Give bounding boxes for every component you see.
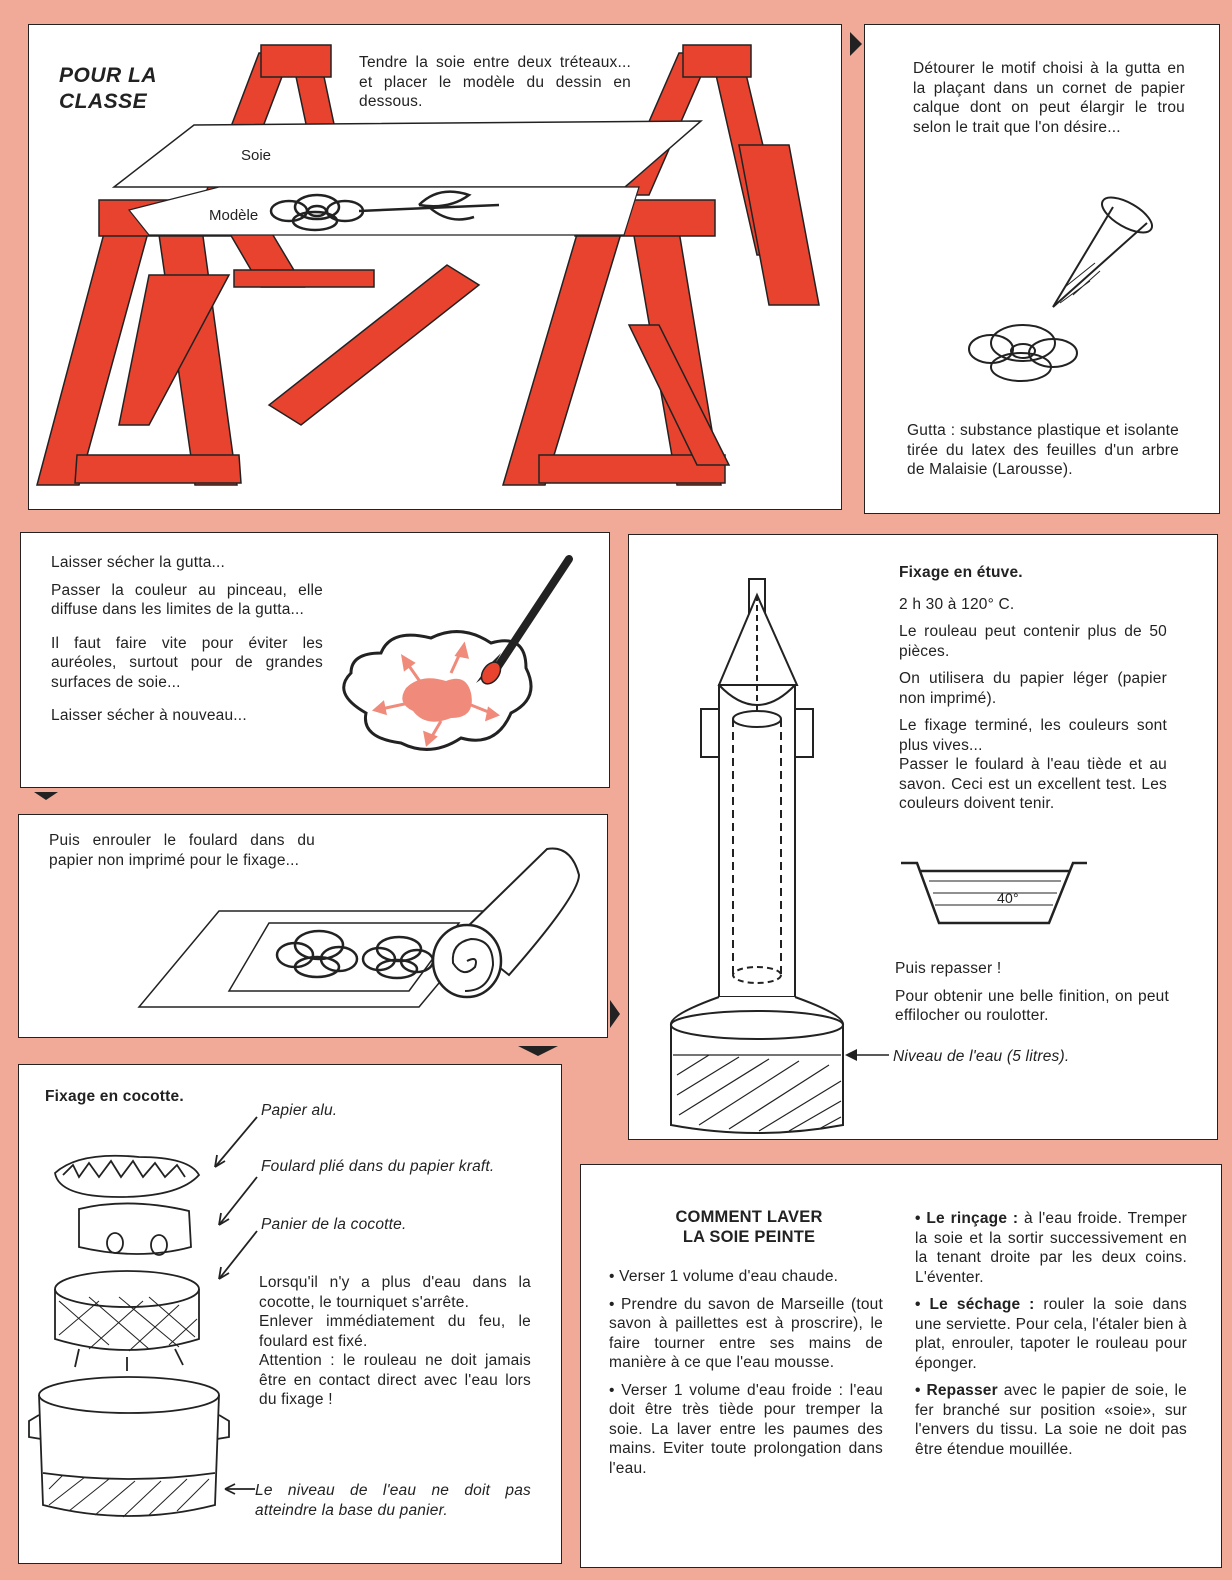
panel-cocotte xyxy=(18,1064,562,1564)
panel2-text: Détourer le motif choisi à la gutta en la plaçant dans un cornet de papier calque dont on peut élargir le trou selon le trait que l'on désire... xyxy=(913,60,1185,136)
brush-color-illustration xyxy=(21,533,611,789)
arrow-marker-right-2 xyxy=(610,1000,620,1028)
bullet-3: • Verser 1 volume d'eau froide : l'eau doit être très tiède pour tremper la soie. La laver entre les paumes des mains. Eviter toute prolongation dans l'eau. xyxy=(609,1381,883,1477)
water-level-label: Niveau de l'eau (5 litres). xyxy=(893,1048,1070,1065)
trestles-illustration xyxy=(29,25,843,511)
panel-etuve xyxy=(628,534,1218,1140)
bullet-6-head: • Repasser xyxy=(915,1382,998,1399)
panel6-water-note: Le niveau de l'eau ne doit pas atteindre la base du panier. xyxy=(255,1482,531,1519)
panel7-title-1: COMMENT LAVER xyxy=(675,1208,823,1226)
panel-enrouler xyxy=(18,814,608,1038)
basin-label: 40° xyxy=(997,890,1019,906)
label-papier-alu: Papier alu. xyxy=(261,1102,338,1119)
bullet-4-head: • Le rinçage : xyxy=(915,1210,1019,1227)
panel5-p6: Puis repasser ! xyxy=(895,960,1002,977)
panel-pour-la-classe xyxy=(28,24,842,510)
bullet-5-text: rouler la soie dans une serviette. Pour cela, l'étaler bien à plat, enrouler, tapoter le rouleau pour éponger. xyxy=(915,1296,1187,1372)
panel2-definition: Gutta : substance plastique et isolante tirée du latex des feuilles d'un arbre de Malaisie (Larousse). xyxy=(907,422,1179,478)
panel7-col-right xyxy=(915,1209,1187,1467)
panel5-p7: Pour obtenir une belle finition, on peut effilocher ou roulotter. xyxy=(895,987,1169,1024)
cocotte-illustration xyxy=(19,1065,563,1565)
arrow-marker-down-1 xyxy=(34,792,58,800)
panel4-text: Puis enrouler le foulard dans du papier non imprimé pour le fixage... xyxy=(49,832,315,869)
bullet-1: • Verser 1 volume d'eau chaude. xyxy=(609,1268,839,1285)
panel3-p1: Laisser sécher la gutta... xyxy=(51,554,226,571)
bullet-6-text: avec le papier de soie, le fer branché sur position «soie», sur l'envers du tissu. La soie ne doit pas être étendue mouillée. xyxy=(915,1382,1187,1458)
bullet-5-head: • Le séchage : xyxy=(915,1296,1035,1313)
panel5-p2: Le rouleau peut contenir plus de 50 pièces. xyxy=(899,623,1167,660)
bullet-4-text: à l'eau froide. Tremper la soie et la sortir successivement en la tenant droite par les deux coins. L'éventer. xyxy=(915,1210,1188,1286)
panel7-col-left xyxy=(609,1267,883,1486)
panel-laver xyxy=(580,1164,1222,1568)
bullet-4 xyxy=(915,1209,1187,1287)
bullet-5 xyxy=(915,1295,1187,1373)
panel3-p2: Passer la couleur au pinceau, elle diffuse dans les limites de la gutta... xyxy=(51,581,323,618)
panel1-text: Tendre la soie entre deux tréteaux... et placer le modèle du dessin en dessous. xyxy=(359,54,631,110)
bullet-2: • Prendre du savon de Marseille (tout savon à paillettes est à proscrire), le faire tourner entre ses mains de manière à ce que l'eau mousse. xyxy=(609,1295,883,1371)
panel6-p1: Lorsqu'il n'y a plus d'eau dans la cocotte, le tourniquet s'arrête. xyxy=(259,1274,531,1311)
arrow-marker-right-1 xyxy=(850,32,862,56)
panel6-p2: Enlever immédiatement du feu, le foulard est fixé. xyxy=(259,1313,531,1350)
panel5-text-bottom xyxy=(895,959,1169,1034)
panel7-title xyxy=(635,1207,863,1247)
panel5-p4: Le fixage terminé, les couleurs sont plus vives... xyxy=(899,717,1167,754)
panel5-p5: Passer le foulard à l'eau tiède et au savon. Ceci est un excellent test. Les couleurs doivent tenir. xyxy=(899,756,1167,812)
panel5-text xyxy=(899,563,1167,822)
title-line2: CLASSE xyxy=(59,90,148,113)
panel5-p1: 2 h 30 à 120° C. xyxy=(899,595,1015,613)
title-line1: POUR LA xyxy=(59,64,157,87)
label-soie: Soie xyxy=(241,147,272,164)
panel5-title: Fixage en étuve. xyxy=(899,564,1023,581)
panel6-title: Fixage en cocotte. xyxy=(45,1088,184,1105)
label-modele: Modèle xyxy=(209,207,259,224)
panel-couleur xyxy=(20,532,610,788)
panel-gutta xyxy=(864,24,1220,514)
panel5-p3: On utilisera du papier léger (papier non imprimé). xyxy=(899,670,1167,707)
label-foulard: Foulard plié dans du papier kraft. xyxy=(261,1158,495,1175)
label-panier: Panier de la cocotte. xyxy=(261,1216,407,1233)
panel3-p3: Il faut faire vite pour éviter les auréoles, surtout pour de grandes surfaces de soie... xyxy=(51,634,323,691)
roll-illustration xyxy=(19,815,609,1039)
panel7-title-2: LA SOIE PEINTE xyxy=(682,1228,816,1246)
arrow-marker-down-2 xyxy=(518,1046,558,1056)
bullet-6 xyxy=(915,1381,1187,1459)
panel6-p3: Attention : le rouleau ne doit jamais être en contact direct avec l'eau lors du fixage ! xyxy=(259,1352,531,1408)
panel3-p4: Laisser sécher à nouveau... xyxy=(51,707,247,724)
